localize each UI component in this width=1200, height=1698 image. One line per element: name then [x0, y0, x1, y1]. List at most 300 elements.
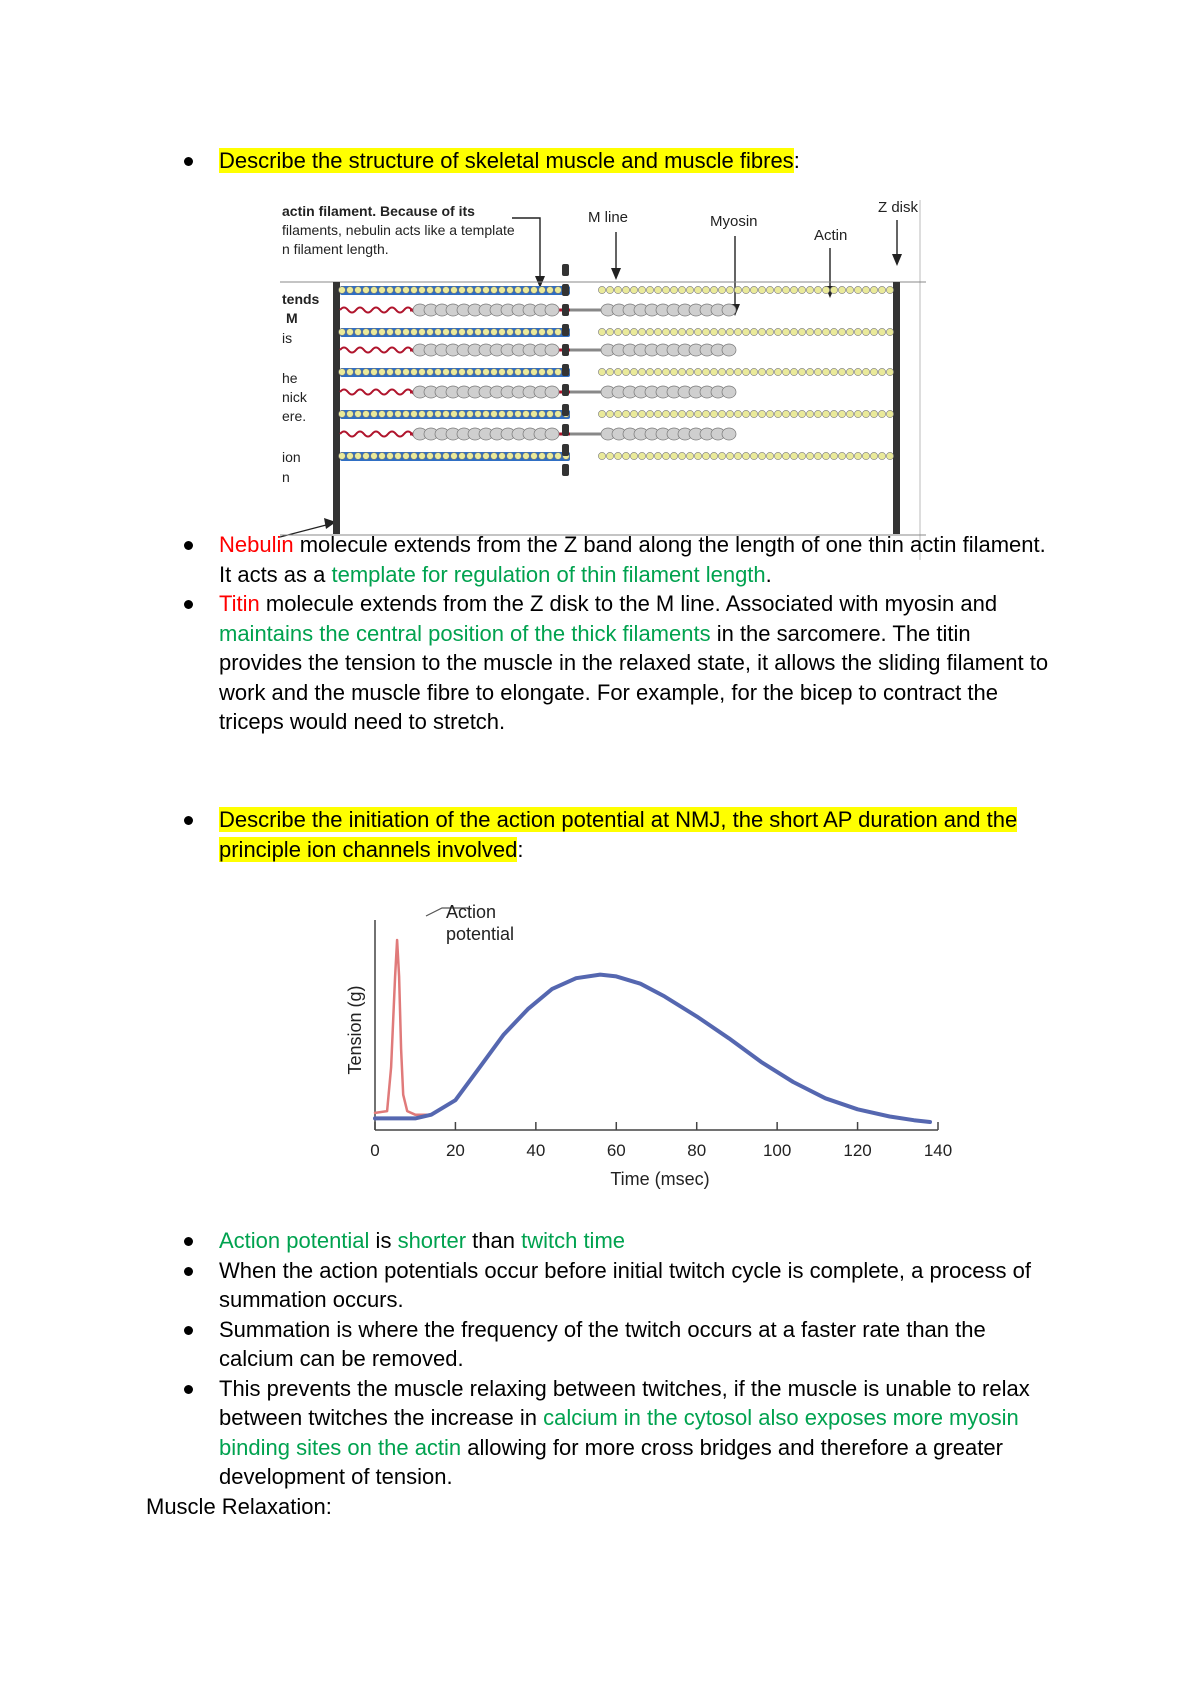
actin-bead — [830, 368, 837, 375]
actin-bead — [427, 287, 434, 294]
actin-bead — [547, 329, 554, 336]
actin-bead — [547, 453, 554, 460]
nebulin-term: Nebulin — [219, 532, 294, 557]
actin-bead — [870, 286, 877, 293]
actin-bead — [726, 368, 733, 375]
actin-bead — [822, 410, 829, 417]
nebulin-highlight: template for regulation of thin filament length — [331, 561, 766, 587]
bullet-icon — [184, 541, 193, 550]
actin-bead — [750, 328, 757, 335]
actin-bead — [523, 369, 530, 376]
actin-bead — [814, 368, 821, 375]
actin-bead — [614, 410, 621, 417]
actin-bead — [646, 286, 653, 293]
actin-bead — [339, 411, 346, 418]
actin-bead — [507, 411, 514, 418]
actin-bead — [862, 328, 869, 335]
actin-bead — [483, 329, 490, 336]
actin-bead — [598, 410, 605, 417]
actin-bead — [734, 410, 741, 417]
actin-bead — [547, 369, 554, 376]
actin-bead — [782, 368, 789, 375]
actin-bead — [555, 329, 562, 336]
actin-bead — [598, 286, 605, 293]
question-2-prompt: Describe the initiation of the action potential at NMJ, the short AP duration and the principle ion channels involved — [219, 807, 1018, 862]
actin-bead — [830, 328, 837, 335]
actin-bead — [750, 368, 757, 375]
actin-bead — [654, 368, 661, 375]
actin-bead — [395, 369, 402, 376]
actin-bead — [758, 452, 765, 459]
actin-bead — [507, 453, 514, 460]
relax-text-1: This prevents the muscle relaxing between twitches, if the muscle is unable to relax between twitches the increase in — [219, 1375, 1030, 1430]
actin-bead — [395, 329, 402, 336]
m-line-dash — [562, 384, 569, 396]
actin-bead — [766, 452, 773, 459]
x-ticks — [370, 1122, 952, 1160]
actin-bead — [606, 410, 613, 417]
actin-bead — [467, 287, 474, 294]
actin-bead — [782, 452, 789, 459]
actin-bead — [435, 329, 442, 336]
actin-bead — [555, 287, 562, 294]
actin-bead — [806, 410, 813, 417]
actin-bead — [515, 369, 522, 376]
actin-bead — [814, 452, 821, 459]
actin-bead — [459, 369, 466, 376]
actin-bead — [718, 286, 725, 293]
actin-bead — [734, 328, 741, 335]
actin-bead — [630, 410, 637, 417]
bullet-icon — [184, 157, 193, 166]
left-fragment-2: M — [286, 310, 298, 326]
actin-bead — [614, 286, 621, 293]
m-line-dash — [562, 464, 569, 476]
x-tick-label: 100 — [762, 1141, 792, 1160]
actin-bead — [387, 411, 394, 418]
actin-bead — [686, 328, 693, 335]
actin-bead — [654, 286, 661, 293]
actin-bead — [734, 452, 741, 459]
actin-bead — [870, 410, 877, 417]
x-tick-label: 20 — [445, 1141, 465, 1160]
actin-bead — [451, 329, 458, 336]
actin-bead — [742, 452, 749, 459]
actin-bead — [766, 368, 773, 375]
actin-bead — [451, 411, 458, 418]
actin-bead — [491, 411, 498, 418]
actin-bead — [798, 328, 805, 335]
actin-bead — [710, 328, 717, 335]
muscle-relaxation-heading: Muscle Relaxation: — [146, 1494, 332, 1519]
bullet-icon — [184, 816, 193, 825]
actin-bead — [403, 287, 410, 294]
actin-bead — [718, 368, 725, 375]
m-line-dash — [562, 304, 569, 316]
actin-bead — [435, 287, 442, 294]
actin-bead — [862, 286, 869, 293]
actin-bead — [694, 328, 701, 335]
actin-bead — [411, 369, 418, 376]
actin-bead — [734, 286, 741, 293]
actin-bead — [539, 411, 546, 418]
actin-bead — [427, 453, 434, 460]
actin-bead — [694, 452, 701, 459]
actin-bead — [379, 453, 386, 460]
actin-bead — [886, 452, 893, 459]
actin-bead — [750, 410, 757, 417]
actin-bead — [606, 368, 613, 375]
actin-bead — [838, 368, 845, 375]
actin-bead — [838, 452, 845, 459]
actin-bead — [515, 411, 522, 418]
actin-bead — [798, 410, 805, 417]
x-tick-label: 40 — [526, 1141, 546, 1160]
actin-bead — [419, 329, 426, 336]
question-2-suffix: : — [517, 836, 524, 862]
myosin-label: Myosin — [710, 213, 758, 230]
actin-bead — [411, 287, 418, 294]
actin-bead — [427, 369, 434, 376]
actin-bead — [630, 452, 637, 459]
actin-bead — [702, 452, 709, 459]
actin-bead — [507, 287, 514, 294]
actin-bead — [702, 328, 709, 335]
actin-bead — [555, 411, 562, 418]
actin-bead — [443, 453, 450, 460]
actin-bead — [662, 368, 669, 375]
relax-highlight: calcium in the cytosol also exposes more myosin binding sites on the actin — [219, 1405, 1019, 1460]
actin-bead — [846, 368, 853, 375]
actin-bead — [539, 329, 546, 336]
actin-bead — [467, 411, 474, 418]
actin-bead — [547, 287, 554, 294]
actin-bead — [622, 410, 629, 417]
actin-bead — [531, 329, 538, 336]
actin-bead — [750, 286, 757, 293]
myosin-head — [722, 428, 736, 440]
nebulin-point — [0, 530, 1200, 589]
actin-bead — [662, 452, 669, 459]
actin-bead — [646, 410, 653, 417]
actin-bead — [710, 286, 717, 293]
actin-bead — [846, 328, 853, 335]
points-1-list — [0, 530, 1200, 737]
ap-is: is — [369, 1228, 398, 1253]
actin-bead — [854, 368, 861, 375]
actin-bead — [371, 369, 378, 376]
actin-bead — [758, 410, 765, 417]
z-disk-label: Z disk — [878, 199, 919, 216]
question-1-prompt: Describe the structure of skeletal muscle and muscle fibres — [219, 148, 794, 173]
actin-bead — [395, 453, 402, 460]
actin-bead — [718, 328, 725, 335]
actin-bead — [443, 329, 450, 336]
actin-bead — [387, 453, 394, 460]
actin-bead — [475, 411, 482, 418]
actin-bead — [614, 452, 621, 459]
myosin-head — [722, 304, 736, 316]
titin-term: Titin — [219, 591, 260, 616]
x-axis-label: Time (msec) — [610, 1169, 710, 1189]
actin-bead — [379, 369, 386, 376]
actin-bead — [766, 328, 773, 335]
actin-bead — [427, 411, 434, 418]
actin-bead — [846, 452, 853, 459]
actin-bead — [547, 411, 554, 418]
actin-bead — [539, 369, 546, 376]
actin-bead — [491, 329, 498, 336]
actin-bead — [499, 411, 506, 418]
actin-bead — [798, 286, 805, 293]
question-1 — [0, 146, 1200, 176]
actin-bead — [870, 368, 877, 375]
actin-bead — [718, 452, 725, 459]
actin-bead — [606, 286, 613, 293]
actin-bead — [838, 286, 845, 293]
actin-bead — [838, 410, 845, 417]
actin-bead — [662, 286, 669, 293]
left-fragment-7: ion — [282, 449, 301, 465]
bullet-icon — [184, 1237, 193, 1246]
actin-bead — [387, 329, 394, 336]
actin-bead — [531, 411, 538, 418]
actin-bead — [467, 369, 474, 376]
actin-bead — [339, 369, 346, 376]
actin-bead — [790, 452, 797, 459]
left-fragment-6: ere. — [282, 408, 307, 424]
actin-bead — [363, 453, 370, 460]
actin-bead — [670, 410, 677, 417]
actin-bead — [710, 410, 717, 417]
left-fragment-1: tends — [282, 291, 320, 307]
actin-bead — [507, 369, 514, 376]
sarcomere-side-text-1: actin filament. Because of its — [282, 203, 475, 219]
actin-bead — [878, 328, 885, 335]
actin-bead — [838, 328, 845, 335]
sarcomere-side-text-2: filaments, nebulin acts like a template — [282, 222, 515, 238]
actin-bead — [598, 368, 605, 375]
actin-bead — [774, 286, 781, 293]
actin-bead — [475, 453, 482, 460]
actin-bead — [411, 453, 418, 460]
actin-bead — [638, 368, 645, 375]
actin-bead — [483, 287, 490, 294]
x-tick-label: 120 — [843, 1141, 872, 1160]
actin-bead — [862, 410, 869, 417]
actin-bead — [435, 453, 442, 460]
actin-bead — [387, 287, 394, 294]
actin-bead — [878, 452, 885, 459]
actin-bead — [710, 368, 717, 375]
actin-bead — [491, 453, 498, 460]
m-line-dash — [562, 344, 569, 356]
actin-bead — [670, 452, 677, 459]
nebulin-text-2: . — [765, 561, 772, 587]
actin-bead — [790, 286, 797, 293]
actin-bead — [451, 369, 458, 376]
actin-bead — [790, 368, 797, 375]
actin-bead — [347, 329, 354, 336]
relax-point — [0, 1374, 1200, 1492]
x-tick-label: 0 — [370, 1141, 380, 1160]
actin-bead — [339, 287, 346, 294]
actin-bead — [774, 328, 781, 335]
actin-bead — [531, 369, 538, 376]
actin-bead — [371, 287, 378, 294]
summation-text-1: When the action potentials occur before initial twitch cycle is complete, a process of summation occurs. — [219, 1257, 1031, 1312]
actin-bead — [499, 453, 506, 460]
sarcomere-side-text-3: n filament length. — [282, 241, 389, 257]
actin-bead — [646, 328, 653, 335]
actin-bead — [499, 369, 506, 376]
actin-bead — [347, 287, 354, 294]
actin-bead — [726, 452, 733, 459]
actin-bead — [403, 453, 410, 460]
actin-bead — [686, 452, 693, 459]
actin-bead — [822, 368, 829, 375]
actin-bead — [870, 328, 877, 335]
actin-bead — [814, 328, 821, 335]
question-1-suffix: : — [793, 148, 800, 173]
actin-bead — [491, 369, 498, 376]
actin-bead — [523, 453, 530, 460]
action-potential-annotation-2: potential — [446, 924, 515, 944]
points-2-list — [0, 1226, 1200, 1492]
myosin-head — [722, 386, 736, 398]
actin-bead — [814, 410, 821, 417]
actin-bead — [638, 286, 645, 293]
actin-bead — [638, 452, 645, 459]
myosin-head — [545, 304, 559, 316]
actin-bead — [686, 368, 693, 375]
actin-bead — [854, 286, 861, 293]
actin-bead — [646, 368, 653, 375]
actin-bead — [806, 368, 813, 375]
myosin-head — [545, 386, 559, 398]
actin-bead — [726, 410, 733, 417]
actin-bead — [467, 329, 474, 336]
actin-bead — [475, 287, 482, 294]
actin-bead — [742, 368, 749, 375]
nebulin-text-1: molecule extends from the Z band along the length of one thin actin filament. It acts as a — [219, 532, 1046, 587]
actin-bead — [379, 287, 386, 294]
titin-highlight: maintains the central position of the thick filaments — [219, 620, 711, 646]
actin-bead — [806, 328, 813, 335]
twitch-chart — [340, 880, 960, 1200]
actin-bead — [774, 368, 781, 375]
actin-bead — [531, 287, 538, 294]
m-line-dash — [562, 364, 569, 376]
actin-bead — [622, 452, 629, 459]
actin-bead — [806, 452, 813, 459]
actin-bead — [403, 329, 410, 336]
actin-bead — [678, 368, 685, 375]
actin-bead — [798, 368, 805, 375]
x-tick-label: 140 — [923, 1141, 953, 1160]
ap-point — [0, 1226, 1200, 1256]
actin-bead — [678, 452, 685, 459]
actin-bead — [766, 286, 773, 293]
actin-bead — [870, 452, 877, 459]
actin-bead — [694, 368, 701, 375]
m-line-dash — [562, 284, 569, 296]
actin-bead — [654, 410, 661, 417]
actin-bead — [475, 329, 482, 336]
actin-bead — [347, 411, 354, 418]
actin-bead — [499, 287, 506, 294]
myosin-head — [545, 428, 559, 440]
actin-bead — [515, 287, 522, 294]
actin-bead — [419, 287, 426, 294]
actin-bead — [630, 368, 637, 375]
actin-bead — [443, 411, 450, 418]
titin-point — [0, 589, 1200, 737]
actin-bead — [886, 410, 893, 417]
actin-bead — [886, 368, 893, 375]
ap-than: than — [466, 1228, 522, 1253]
actin-bead — [403, 411, 410, 418]
actin-bead — [606, 452, 613, 459]
m-line-dash — [562, 424, 569, 436]
actin-bead — [355, 453, 362, 460]
actin-bead — [483, 369, 490, 376]
actin-bead — [622, 286, 629, 293]
actin-bead — [726, 286, 733, 293]
x-tick-label: 60 — [606, 1141, 626, 1160]
actin-bead — [670, 328, 677, 335]
actin-bead — [758, 286, 765, 293]
twitch-tension-line — [375, 975, 930, 1122]
actin-bead — [507, 329, 514, 336]
actin-bead — [387, 369, 394, 376]
actin-bead — [798, 452, 805, 459]
actin-bead — [459, 411, 466, 418]
actin-bead — [702, 286, 709, 293]
actin-bead — [371, 329, 378, 336]
actin-bead — [515, 329, 522, 336]
m-line-dash — [562, 444, 569, 456]
actin-bead — [419, 453, 426, 460]
left-fragment-4: he — [282, 370, 298, 386]
actin-bead — [363, 369, 370, 376]
actin-bead — [622, 328, 629, 335]
actin-bead — [459, 329, 466, 336]
actin-bead — [483, 453, 490, 460]
m-line-dash — [562, 264, 569, 276]
actin-label: Actin — [814, 227, 848, 244]
bullet-icon — [184, 1326, 193, 1335]
actin-bead — [694, 286, 701, 293]
actin-bead — [854, 452, 861, 459]
titin-text-1: molecule extends from the Z disk to the M line. Associated with myosin and — [259, 591, 998, 616]
actin-bead — [654, 328, 661, 335]
series-lines — [375, 940, 930, 1122]
actin-bead — [766, 410, 773, 417]
actin-bead — [862, 452, 869, 459]
actin-bead — [443, 287, 450, 294]
actin-bead — [862, 368, 869, 375]
actin-bead — [686, 410, 693, 417]
left-fragment-3: is — [282, 330, 293, 346]
actin-bead — [427, 329, 434, 336]
actin-bead — [886, 328, 893, 335]
actin-bead — [854, 328, 861, 335]
actin-bead — [555, 369, 562, 376]
actin-bead — [830, 410, 837, 417]
actin-bead — [822, 286, 829, 293]
actin-bead — [646, 452, 653, 459]
